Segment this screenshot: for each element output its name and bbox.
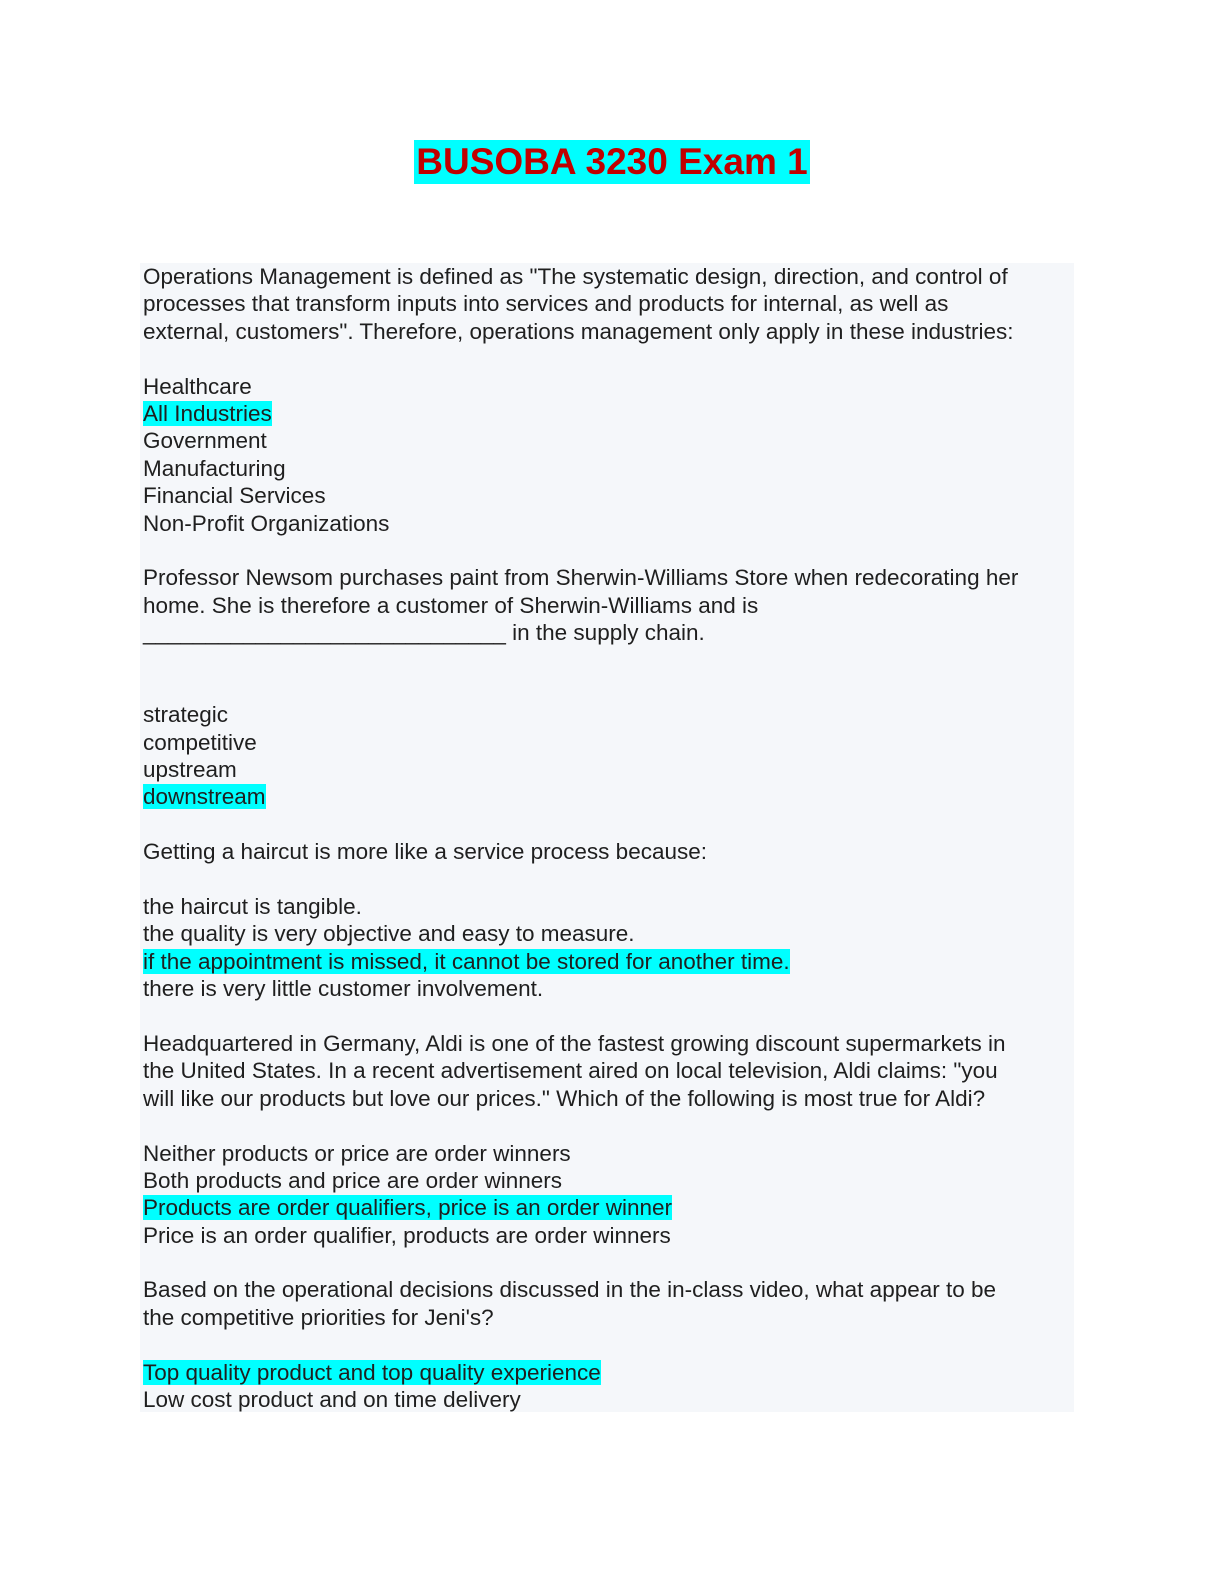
question-2-option: upstream (143, 757, 237, 783)
spacer (143, 1249, 1071, 1276)
spacer (143, 1112, 1071, 1139)
spacer (143, 1003, 1071, 1030)
question-4-option: Price is an order qualifier, products are order winners (143, 1222, 671, 1248)
question-3-option: the haircut is tangible. (143, 894, 362, 919)
question-4-prompt-line-1: Headquartered in Germany, Aldi is one of the fastest growing discount supermarkets in (143, 1030, 1006, 1056)
question-3-option: there is very little customer involvement. (143, 976, 544, 1002)
question-1-option: Non-Profit Organizations (143, 510, 390, 536)
question-3-prompt-line-1: Getting a haircut is more like a service process because: (143, 839, 708, 865)
question-5-option: Low cost product and on time delivery (143, 1387, 521, 1413)
spacer (143, 646, 1071, 701)
questions-text-block (143, 263, 1071, 1413)
question-1-option: Healthcare (143, 373, 252, 399)
question-4-prompt-line-3: will like our products but love our prices." Which of the following is most true for Aldi? (143, 1085, 986, 1111)
question-4-prompt-line-2: the United States. In a recent advertisement aired on local television, Aldi claims: "you (143, 1058, 998, 1084)
question-2-prompt-line-2: home. She is therefore a customer of Sherwin-Williams and is (143, 592, 759, 618)
question-1-prompt-line-3: external, customers". Therefore, operations management only apply in these industries: (143, 318, 1014, 344)
answer-highlight: if the appointment is missed, it cannot be stored for another time. (143, 948, 790, 974)
answer-highlight: downstream (143, 784, 266, 810)
question-1-prompt-line-2: processes that transform inputs into services and products for internal, as well as (143, 291, 949, 317)
question-2-prompt-line-3: _____________________________ in the supply chain. (143, 620, 705, 646)
spacer (143, 345, 1071, 372)
question-2-option-correct (143, 783, 1071, 810)
spacer (143, 811, 1071, 838)
question-3-option-correct (143, 948, 1071, 975)
question-5-option-correct (143, 1359, 1071, 1386)
answer-highlight: All Industries (143, 400, 272, 426)
question-2-prompt-line-1: Professor Newsom purchases paint from Sherwin-Williams Store when redecorating her (143, 565, 1019, 591)
document-title-text: BUSOBA 3230 Exam 1 (416, 141, 808, 182)
question-1-option: Financial Services (143, 483, 326, 509)
spacer (143, 537, 1071, 564)
answer-highlight: Top quality product and top quality experience (143, 1359, 601, 1385)
question-4-option: Both products and price are order winners (143, 1167, 562, 1193)
question-2-option: competitive (143, 729, 257, 755)
question-5-prompt-line-2: the competitive priorities for Jeni's? (143, 1304, 494, 1330)
spacer (143, 1331, 1071, 1358)
document-title (0, 140, 1224, 186)
question-2-option: strategic (143, 702, 229, 728)
question-1-option-correct (143, 400, 1071, 427)
question-1-option: Manufacturing (143, 455, 286, 481)
question-1-option: Government (143, 428, 267, 454)
question-1-prompt-line-1: Operations Management is defined as "The systematic design, direction, and control of (143, 264, 1008, 289)
question-4-option-correct (143, 1194, 1071, 1221)
questions-panel (140, 263, 1074, 1412)
spacer (143, 866, 1071, 893)
question-3-option: the quality is very objective and easy to measure. (143, 921, 635, 947)
answer-highlight: Products are order qualifiers, price is an order winner (143, 1195, 672, 1221)
question-5-prompt-line-1: Based on the operational decisions discussed in the in-class video, what appear to be (143, 1277, 997, 1303)
question-4-option: Neither products or price are order winners (143, 1140, 571, 1166)
